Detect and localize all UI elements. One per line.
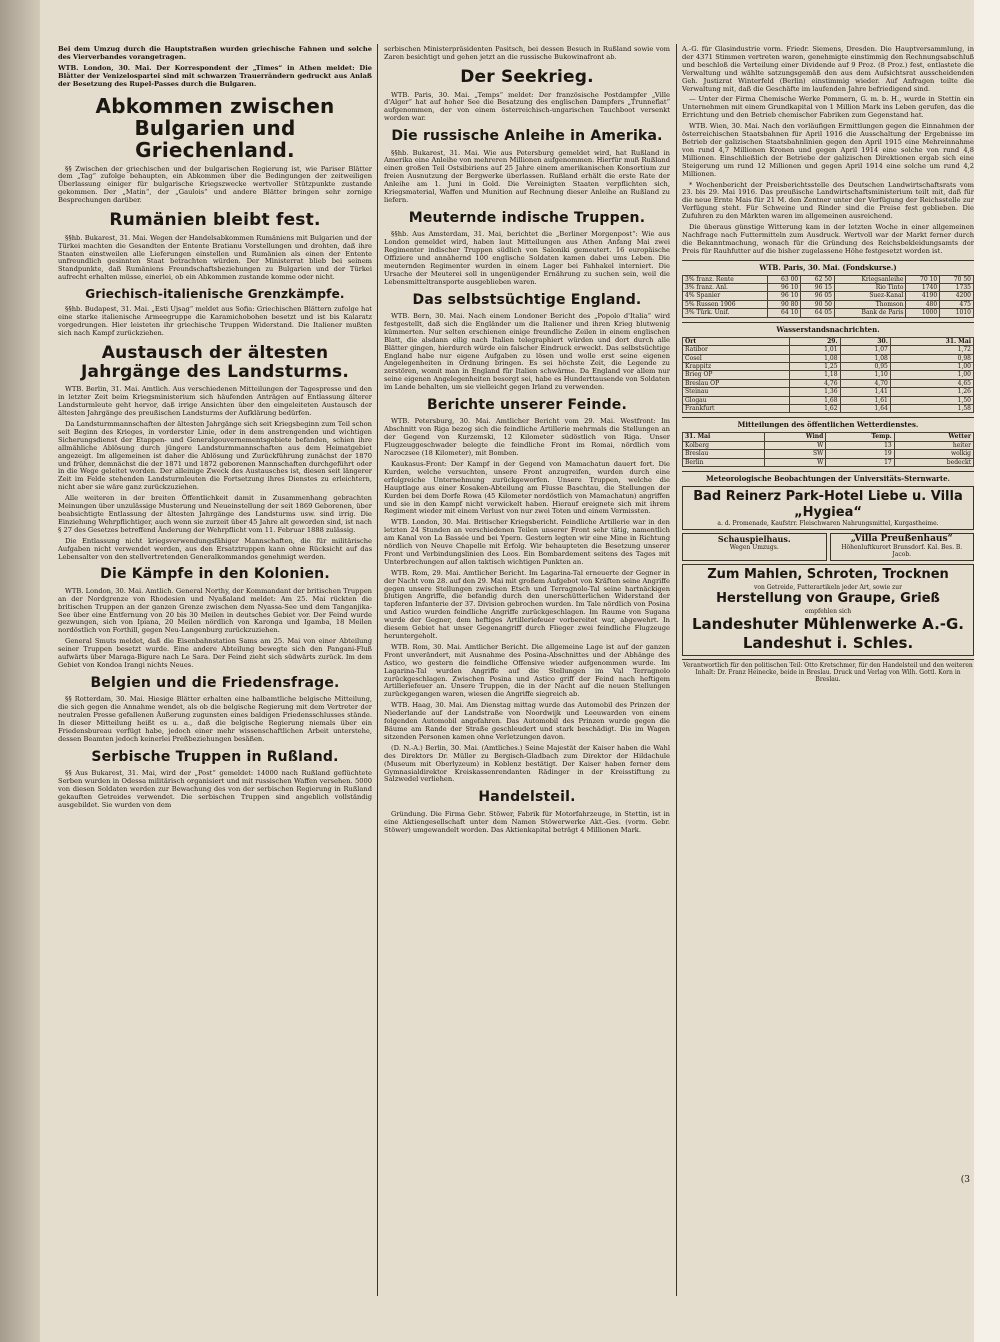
ad-title: Schauspielhaus. [717, 534, 791, 545]
table-cell: Frankfurt [683, 404, 790, 412]
ad-headline: Zum Mahlen, Schroten, Trocknen [707, 566, 949, 582]
table-cell: 0,98 [890, 354, 973, 362]
headline: Serbische Truppen in Rußland. [91, 748, 339, 765]
water-row [683, 404, 974, 412]
table-cell: 4190 [906, 292, 940, 300]
table-cell: Kolberg [683, 441, 765, 449]
table-cell: 1,72 [890, 346, 973, 354]
page-binding [0, 0, 40, 1342]
advertisement-mill [682, 564, 974, 656]
ad-place: Landeshut i. Schles. [742, 633, 914, 652]
article-paragraph: §§ Aus Bukarest, 31. Mai, wird der „Post“ gemeldet: 14000 nach Rußland geflüchtete Serben wurden in Odessa militärisch organisiert und mit russischen Waffen versehen. 5000 von diesen Soldaten werden zur Bewachung des von der serbischen Regierung in Rußland gekauften Getreides verwendet. Die serbischen Truppen sind angeblich vollständig ausgebildet. Sie wurden von dem [58, 769, 372, 809]
table-cell: 70 50 [940, 275, 974, 283]
table-cell: Thomson [834, 300, 905, 308]
ad-headline: Herstellung von Graupe, Grieß [716, 591, 940, 607]
table-cell: Glogau [683, 396, 790, 404]
table-cell: 96 15 [801, 284, 835, 292]
table-header-cell: 29. [790, 337, 840, 345]
table-cell: 1,36 [790, 388, 840, 396]
article-paragraph: General Smuts meldet, daß die Eisenbahnstation Sams am 25. Mai von einer Abteilung seiner Truppen besetzt wurde. Eine andere Abteilung bewegte sich den Pangani-Fluß aufwärts über Maraga-Bigure nach Le Sara. Der Feind zieht sich südwärts zurück. Im dem Gebiet von Kondoa Irangi nichts Neues. [58, 637, 372, 669]
table-header-cell: Wetter [894, 433, 973, 441]
water-row [683, 354, 974, 362]
headline: Meuternde indische Truppen. [408, 209, 646, 226]
table-cell: 1735 [940, 284, 974, 292]
table-cell: 4,70 [840, 379, 890, 387]
article-paragraph: — Unter der Firma Chemische Werke Pommern, G. m. b. H., wurde in Stettin ein Unternehmen mit einem Grundkapital von 1 Million Mark ins Leben gerufen, das die Errichtung und den Betrieb chemischer Fabriken zum Gegenstand hat. [682, 95, 974, 120]
table-cell: 1,58 [890, 404, 973, 412]
weather-table [682, 432, 974, 467]
article-paragraph: Alle weiteren in der breiten Öffentlichkeit damit in Zusammenhang gebrachten Meinungen über unzulässige Musterung und Neueinstellung der seit 1869 Geborenen, über beabsichtigte Entlassung der ältesten Jahrgänge des Landsturms usw. sind irrig. Die Einziehung Wehrpflichtiger, auch wenn sie zurzeit über 45 Jahre alt geworden sind, ist nach § 27 des Gesetzes betreffend Änderung der Wehrpflicht vom 11. Februar 1888 zulässig. [58, 494, 372, 534]
fonds-row [683, 309, 974, 317]
table-cell: 1,00 [890, 371, 973, 379]
table-header-cell: Ort [683, 337, 790, 345]
water-row [683, 396, 974, 404]
table-cell: 1,61 [840, 396, 890, 404]
water-row [683, 388, 974, 396]
headline: Austausch der ältesten Jahrgänge des Landsturms. [81, 343, 349, 382]
table-cell: 64 05 [801, 309, 835, 317]
article-paragraph: Die überaus günstige Witterung kam in der letzten Woche in einer allgemeinen Nachfrage nach Futtermitteln zum Ausdruck. Wertvoll war der Markt ferner durch die Bekanntmachung, wonach für die Gründung des Reichsbekleidungsamts der Preis für Rauhfutter auf die bisher zugelassene Höhe festgesetzt worden ist. [682, 223, 974, 255]
table-cell: 0,95 [840, 362, 890, 370]
article-paragraph: (D. N.-A.) Berlin, 30. Mai. (Amtliches.) Seine Majestät der Kaiser haben die Wahl des Direktors Dr. Müller zu Bergisch-Gladbach zum Direktor der Hildachule (Museum mit Oberlyzeum) in Koblenz bestätigt. Der Kaiser haben ferner dem Gymnasialdirektor Kreiskassenrendanten Rädinger in der Kreisstiftung zu Salzwedel verliehen. [384, 743, 670, 784]
table-cell: Ratibor [683, 346, 790, 354]
table-cell: 1,18 [790, 371, 840, 379]
article-paragraph: WTB. Berlin, 31. Mai. Amtlich. Aus verschiedenen Mitteilungen der Tagespresse und den in letzter Zeit beim Kriegsministerium sich häufenden Anträgen auf Entlassung älterer Landsturmleute geht hervor, daß irrige Ansichten über den eingeleiteten Austausch der ältesten Jahrgänge des preußischen Landsturms der Aufklärung bedürfen. [58, 385, 372, 418]
weather-row [683, 450, 974, 458]
article-paragraph: WTB. Rom, 29. Mai. Amtlicher Bericht. Im Lagarina-Tal erneuerte der Gegner in der Nacht vom 28. auf den 29. Mai mit großem Aufgebot von Kräften seine Angriffe gegen unsere Stellungen zwischen Etsch und Terragnolo-Tal seine hartnäckigen blutigen Angriffe, die befandig durch den unerschütterlichen Widerstand der tapferen Infanterie der 37. Division gebrochen wurden. Im Tale nördlich von Posina und Astico wurden feindliche Angriffe zurückgeschlagen. Im Raume von Sugana wurde der Gegner, dem heftiges Artilleriefeuer vorbereitet war, abgewehrt. In diesem Gebiet hat unser Gegenangriff durch Flieger zwei feindliche Flugzeuge heruntergeholt. [384, 568, 670, 640]
column-3 [682, 46, 974, 1296]
table-cell: 1,25 [790, 362, 840, 370]
table-cell: Rio Tinto [834, 284, 905, 292]
advertisement-theater [682, 533, 827, 561]
headline: Das selbstsüchtige England. [412, 291, 642, 308]
table-cell: Brieg OP [683, 371, 790, 379]
water-row [683, 346, 974, 354]
water-row [683, 371, 974, 379]
table-cell: 1,64 [840, 404, 890, 412]
table-cell: 96 05 [801, 292, 835, 300]
table-cell: 4,65 [890, 379, 973, 387]
table-cell: 90 50 [801, 300, 835, 308]
article-paragraph: serbischen Ministerpräsidenten Pasitsch, bei dessen Besuch in Rußland sowie vom Zaren besichtigt und gehen jetzt an die russische Bukowinafront ab. [384, 46, 670, 61]
ad-text: a. d. Promenade, Kaufstrr. Fleischwaren Nahrungsmittel, Kurgastheime. [717, 520, 939, 528]
table-cell: Breslau OP [683, 379, 790, 387]
table-cell: 1740 [906, 284, 940, 292]
table-cell: 1,07 [840, 346, 890, 354]
article-paragraph: Kaukasus-Front: Der Kampf in der Gegend von Mamachatun dauert fort. Die Kurden, welche versuchten, unsere Front anzugreifen, wurden durch eine erfolgreiche Unternehmung zurückgeworfen. Unsere Truppen, welche die Hauptlage aus einer Kosaken-Abteilung am Flusse Baschtau, die Stellungen der Kurden bei dem Dorfe Rowa (45 Kilometer nordöstlich von Mamachatun) angriffen und sie in den Kampf nicht verwickelt haben. Hierauf ereignete sich mit ihrem Regiment wieder mit einem Verlust von nur zwei Toten und einem Vermissten. [384, 459, 670, 516]
table-cell: wolkig [894, 450, 973, 458]
water-table-title: Wasserstandsnachrichten. [682, 322, 974, 334]
article-paragraph: WTB. Paris, 30. Mai. „Temps“ meldet: Der französische Postdampfer „Ville d'Alger“ hat auf hoher See die Besatzung des englischen Dampfers „Trunnefiat“ aufgenommen, der von einem österreichisch-ungarischen Tauchboot versenkt worden war. [384, 90, 670, 123]
ad-title: Bad Reinerz Park-Hotel Liebe u. Villa „Hygiea“ [693, 488, 963, 520]
weather-row [683, 441, 974, 449]
article-paragraph: §§hb. Budapest, 31. Mai. „Esti Ujsag“ meldet aus Sofia: Griechischen Blättern zufolge hat eine starke italienische Armeegruppe die Karamichobohen besetzt und ist bis Kalaratz vorgedrungen. Hier leisteten ihr griechische Truppen Widerstand. Die Italiener mußten sich nach Kampf zurückziehen. [58, 305, 372, 338]
fonds-table [682, 275, 974, 318]
headline: Berichte unserer Feinde. [426, 397, 628, 414]
column-rule [676, 44, 677, 1296]
table-cell: 64 10 [767, 309, 801, 317]
article-paragraph: §§ Rotterdam, 30. Mai. Hiesige Blätter erhalten eine halbamtliche belgische Mitteilung, die sich gegen die Annahme wendet, als ob die belgische Regierung mit dem Vertreter der neutralen Presse gefallenen Äußerung zugunsten eines baldigen Friedensschlusses stände. In dieser Mitteilung heißt es u. a., daß die belgische Regierung niemals über ein Friedensbureau verfügt habe, jedoch einer mehr wissenschaftlichen Arbeit unterstehe, dessen Beamten jedoch keinerlei Preßbeziehungen besäßen. [58, 695, 372, 743]
table-cell: 1,62 [790, 404, 840, 412]
article-paragraph: Bei dem Umzug durch die Hauptstraßen wurden griechische Fahnen und solche des Vierverbandes vorangetragen. [58, 46, 372, 61]
observatory-title: Meteorologische Beobachtungen der Universitäts-Sternwarte. [682, 471, 974, 483]
table-cell: 96 10 [767, 292, 801, 300]
ad-company: Landeshuter Mühlenwerke A.-G. [691, 615, 964, 634]
ad-text: empfehlen sich [804, 607, 852, 615]
column-1 [58, 46, 372, 1296]
article-paragraph: WTB. London, 30. Mai. Britischer Kriegsbericht. Feindliche Artillerie war in den letzten 24 Stunden an verschiedenen Teilen unserer Front sehr tätig, namentlich am Kanal von La Bassée und bei Ypern. Gestern legten wir eine Mine in Richtung nördlich von Neuve Chapelle mit Erfolg. Wir behaupteten die Besetzung unserer Front und Verbindungslinien des Loos. Ein Bombardement seitens des Tages mit Unterbrechungen auf allen taktisch wichtigen Punkten an. [384, 518, 670, 566]
table-cell: 5% Russen 1906 [683, 300, 768, 308]
page-margin [974, 0, 1000, 1342]
table-cell: 17 [826, 458, 894, 466]
table-cell: 4% Spanier [683, 292, 768, 300]
table-cell: SW [765, 450, 826, 458]
water-table [682, 337, 974, 414]
table-cell: 3% Türk. Unif. [683, 309, 768, 317]
article-paragraph: Die Entlassung nicht kriegsverwendungsfähiger Mannschaften, die für militärische Aufgaben nicht verwendet werden, aus den Ersatztruppen kann ohne Rücksicht auf das Lebensalter von den stellvertretenden Generalkommandos genehmigt werden. [58, 536, 372, 561]
table-cell: Cosel [683, 354, 790, 362]
table-header-cell: 30. [840, 337, 890, 345]
table-cell: 475 [940, 300, 974, 308]
table-cell: 62 50 [801, 275, 835, 283]
table-cell: 1,10 [840, 371, 890, 379]
article-paragraph: WTB. Petersburg, 30. Mai. Amtlicher Bericht vom 29. Mai. Westfront: Im Abschnitt von Riga bezog sich die feindliche Artillerie mehrmals die Stellungen an der Gegend von Kurzemski, 12 Kilometer südöstlich von Riga. Unser Flugzeuggeschwader belegte die feindliche Front im Romai, nördlich vom Naroczsee (18 Kilometer), mit Bomben. [384, 417, 670, 458]
table-cell: 96 10 [767, 284, 801, 292]
table-cell: Kriegsanleihe [834, 275, 905, 283]
imprint: Verantwortlich für den politischen Teil: Otto Kretschmer, für den Handelsteil und den weiteren Inhalt: Dr. Franz Heinecke, beide in Breslau. Druck und Verlag von Wilh. Gottl. Korn in Breslau. [682, 659, 974, 684]
fonds-row [683, 284, 974, 292]
advertisement-villa [830, 533, 975, 561]
headline: Rumänien bleibt fest. [109, 210, 321, 231]
fonds-row [683, 275, 974, 283]
table-cell: 1,08 [840, 354, 890, 362]
fonds-row [683, 300, 974, 308]
fonds-row [683, 292, 974, 300]
headline: Die russische Anleihe in Amerika. [391, 128, 663, 145]
ad-text: Höhenluftkurort Brunsdorf. Kal. Bes. B. Jacob. [841, 543, 963, 558]
table-cell: 4200 [940, 292, 974, 300]
table-cell: W [765, 441, 826, 449]
headline: Belgien und die Friedensfrage. [90, 674, 340, 691]
table-cell: Bank de Paris [834, 309, 905, 317]
advertisement-hotel [682, 486, 974, 530]
table-cell: 480 [906, 300, 940, 308]
article-paragraph: WTB. Wien, 30. Mai. Nach den vorläufigen Ermittlungen gegen die Einnahmen der österreichischen Staatsbahnen für April 1916 die Ausschaltung der Ergebnisse im Betrieb der galizischen Staatsbahnlinien gegen den April 1915 eine Mehreinnahme von rund 4,7 Millionen Kronen und gegen April 1914 eine solche von rund 4,8 Millionen. Einschließlich der Betriebe der galizischen Direktionen ergab sich eine Steigerung um rund 12 Millionen und gegen April 1914 eine solche um rund 4,2 Millionen. [682, 122, 974, 178]
table-cell: 63 00 [767, 275, 801, 283]
headline: Griechisch-italienische Grenzkämpfe. [85, 287, 345, 302]
water-row [683, 379, 974, 387]
article-paragraph: WTB. London, 30. Mai. Der Korrespondent der „Times“ in Athen meldet: Die Blätter der Venizelospartei sind mit schwarzen Trauerrändern gedruckt aus Anlaß der Besetzung des Rupel-Passes durch die Bulgaren. [58, 63, 372, 88]
article-paragraph: §§hb. Bukarest, 31. Mai. Wegen der Handelsabkommen Rumäniens mit Bulgarien und der Türkei machten die Gesandten der Entente Bratianu Vorstellungen und drohten, daß ihre Staaten einstweilen alle Lieferungen einstellen und Rumänien als einen der Entente unfreundlich gesinnten Staat betrachten würden. Der Ministerrat blieb bei seinem Standpunkte, daß Rumäniens Freundschaftsbeziehungen zu Bulgarien und der Türkei aufrecht erhalten müsse, einerlei, ob ein Abkommen zustande komme oder nicht. [58, 233, 372, 282]
headline: Abkommen zwischen Bulgarien und Griechenland. [95, 93, 335, 162]
table-cell: 3% franz. Anl. [683, 284, 768, 292]
water-row [683, 362, 974, 370]
fonds-table-title: WTB. Paris, 30. Mai. (Fondskurse.) [682, 260, 974, 272]
table-cell: 1,01 [790, 346, 840, 354]
table-cell: 4,76 [790, 379, 840, 387]
article-paragraph: A.-G. für Glasindustrie vorm. Friedr. Siemens, Dresden. Die Hauptversammlung, in der 4371 Stimmen vertreten waren, genehmigte einstimmig den Rechnungsabschluß und beschloß die Verteilung einer Dividende auf 9 Proz. (8 Proz.) fest, entlastete die Verwaltung und wählte satzungsgemäß den aus dem Aufsichtsrat ausscheidenden Geh. Justizrat Winterfeld (Berlin) einstimmig wieder. Auf Anfragen teilte die Verwaltung mit, daß die Geschäfte im laufenden Jahre befriedigend sind. [682, 46, 974, 93]
table-cell: 70 10 [906, 275, 940, 283]
article-paragraph: §§hb. Bukarest, 31. Mai. Wie aus Petersburg gemeldet wird, hat Rußland in Amerika eine Anleihe von mehreren Millionen aufgenommen. Hierfür muß Rußland einen großen Teil Ostsibiriens auf 25 Jahre einem amerikanischen Konsortium zur freien Ausnutzung der Bergwerke überlassen. Rußland erhält die erste Rate der Anleihe am 1. Juni in Gold. Die Vereinigten Staaten verpflichten sich, Kriegsmaterial, Waffen und Munition auf Rechnung dieser Anleihe an Rußland zu liefern. [384, 148, 670, 204]
table-cell: Berlin [683, 458, 765, 466]
article-paragraph: §§hb. Aus Amsterdam, 31. Mai, berichtet die „Berliner Morgenpost“: Wie aus London gemeldet wird, haben laut Mitteilungen aus Athen Anfang Mai zwei Regimenter indischer Truppen südlich von Saloniki gemeutert. 16 europäische Offiziere und annähernd 100 englische Soldaten kamen dabei ums Leben. Die meuternden Regimenter wurden in einem Lager bei Fahhakel interniert. Die Ursache der Meuterei soll in ungenügender Ernährung zu suchen sein, weil die Lebensmitteltransporte ausgeblieben waren. [384, 230, 670, 286]
table-header-cell: Wind [765, 433, 826, 441]
table-cell: 1000 [906, 309, 940, 317]
table-cell: Suez-Kanal [834, 292, 905, 300]
table-cell: Steinau [683, 388, 790, 396]
headline: Der Seekrieg. [460, 66, 594, 87]
table-header-cell: Temp. [826, 433, 894, 441]
article-paragraph: Gründung. Die Firma Gebr. Stöwer, Fabrik für Motorfahrzeuge, in Stettin, ist in eine Aktiengesellschaft unter dem Namen Stöwerwerke Akt.-Ges. (vorm. Gebr. Stöwer) umgewandelt worden. Das Aktienkapital beträgt 4 Millionen Mark. [384, 809, 670, 834]
article-paragraph: §§ Zwischen der griechischen und der bulgarischen Regierung ist, wie Pariser Blätter dem „Tag“ zufolge behaupten, ein Abkommen über die Bedingungen der zeitweiligen Überlassung einiger für bulgarische Kriegszwecke wertvoller Stützpunkte zustande gekommen. Der „Matin“, der „Gaulois“ und andere Blätter bringen sehr zornige Besprechungen darüber. [58, 164, 372, 205]
table-cell: 19 [826, 450, 894, 458]
headline: Die Kämpfe in den Kolonien. [100, 566, 330, 583]
article-paragraph: * Wochenbericht der Preisberichtsstelle des Deutschen Landwirtschaftsrats vom 23. bis 29. Mai 1916. Das preußische Landwirtschaftsministerium teilt mit, daß für die neue Ernte Mais für 21 M. den Zentner unter der Verfügung der Reichsstelle zur Verfügung steht. Für Schweine und Rinder sind die Preise fest geblieben. Die Zufuhren zu den Märkten waren im allgemeinen ausreichend. [682, 180, 974, 221]
table-cell: 1,00 [890, 362, 973, 370]
article-paragraph: WTB. Bern, 30. Mai. Nach einem Londoner Bericht des „Popolo d'Italia“ wird festgestellt, daß sich die Engländer um die Italiener und ihren Krieg blutwenig kümmerten. Nur selten erschienen einige freundliche Zeilen in einem englischen Blatt, die alsdann eilig nach Italien telegraphiert würden und dort durch alle Blätter gingen, hierdurch würde ein falscher Eindruck erweckt. Das selbstsüchtige England habe nur eigene Aufgaben zu lösen und wolle erst seine eigenen Angelegenheiten in Ordnung bringen. Es sei höchste Zeit, die Legende zu zerstören, womit man in England für Italien schwärme. Da England vor allem nur seine eigenen Angelegenheiten besorgt sei, habe es Hunderttausende von Soldaten im Lande behalten, um sie vielleicht gegen Irland zu verwenden. [384, 311, 670, 392]
table-header-cell: 31. Mai [683, 433, 765, 441]
table-cell: 13 [826, 441, 894, 449]
table-cell: 3% franz. Rente [683, 275, 768, 283]
table-cell: 1,50 [890, 396, 973, 404]
ad-title: „Villa Preußenhaus“ [850, 534, 953, 545]
column-2 [384, 46, 670, 1296]
table-cell: 1,26 [890, 388, 973, 396]
table-cell: W [765, 458, 826, 466]
weather-row [683, 458, 974, 466]
table-cell: 1,68 [790, 396, 840, 404]
table-cell: 1010 [940, 309, 974, 317]
article-paragraph: WTB. Haag, 30. Mai. Am Dienstag mittag wurde das Automobil des Prinzen der Niederlande auf der Landstraße von Noordwijk und Leeuwarden von einem folgenden Automobil angefahren. Das Automobil des Prinzen wurde gegen die Bäume am Rande der Straße geschleudert und stark beschädigt. Die im Wagen sitzenden Personen kamen ohne Verletzungen davon. [384, 701, 670, 741]
weather-table-title: Mitteilungen des öffentlichen Wetterdienstes. [682, 417, 974, 429]
ad-text: Wegen Umzugs. [729, 543, 779, 551]
table-cell: Breslau [683, 450, 765, 458]
ad-text: von Getreide, Futterartikeln jeder Art, sowie zur [753, 583, 903, 591]
column-rule [377, 44, 378, 1296]
article-paragraph: Da Landsturmmannschaften der ältesten Jahrgänge sich seit Kriegsbeginn zum Teil schon seit Beginn des Krieges, in vorderster Linie, oder in dem anstrengenden und wichtigen Sicherungsdienst der Etappen- und Generalgouvernementsgebiete befanden, schien ihre allmähliche Ablösung durch jüngere Landsturmmannschaften aus dem Heimatgebiet angezeigt. Im allgemeinen ist daher die Ablösung und Zurückführung zunächst der 1870 und früher, demnächst die der 1871 und 1872 geborenen Mannschaften durchgeführt oder in die Wege geleitet worden. Der alleinige Zweck des Austausches ist, diesen seit längerer Zeit im Felde stehenden Landsturmleuten die Fortsetzung ihres Dienstes zu erleichtern, nicht aber sie wäre ganz zurückzuziehen. [58, 420, 372, 492]
article-paragraph: WTB. Rom, 30. Mai. Amtlicher Bericht. Die allgemeine Lage ist auf der ganzen Front unverändert, mit Ausnahme des Posina-Abschnittes und der Abhänge des Astico, wo gestern die feindliche Offensive wieder aufgenommen wurde. Im Lagarina-Tal wurden Angriffe auf die Stellungen im Val Terragnolo zurückgeschlagen. Zwischen Posina und Astico griff der Feind nach heftigem Artilleriefeuer an. Unsere Truppen, die in der Nacht auf die neuen Stellungen zurückgegangen waren, wiesen die Angriffe siegreich ab. [384, 642, 670, 699]
table-cell: Krappitz [683, 362, 790, 370]
table-cell: 90 80 [767, 300, 801, 308]
table-cell: bedeckt [894, 458, 973, 466]
table-cell: 1,41 [840, 388, 890, 396]
headline: Handelsteil. [478, 789, 576, 806]
table-cell: 1,08 [790, 354, 840, 362]
table-cell: heiter [894, 441, 973, 449]
advertisement-pair [682, 533, 974, 561]
page-number: (3 [960, 1175, 970, 1185]
table-header-cell: 31. Mai [890, 337, 973, 345]
article-paragraph: WTB. London, 30. Mai. Amtlich. General Northy, der Kommandant der britischen Truppen an der Nordgrenze von Rhodesien und Nyaßaland meldet: Am 25. Mai rückten die britischen Truppen an der ganzen Grenze zwischen dem Nyassa-See und dem Tanganjika-See über eine Entfernung von 20 bis 30 Meilen in deutsches Gebiet vor. Der Feind wurde gezwungen, sich von Ipiana, 20 Meilen nördlich von Karonga und Igamba, 18 Meilen nordöstlich von Forthill, gegen Neu-Langenburg zurückzuziehen. [58, 586, 372, 635]
